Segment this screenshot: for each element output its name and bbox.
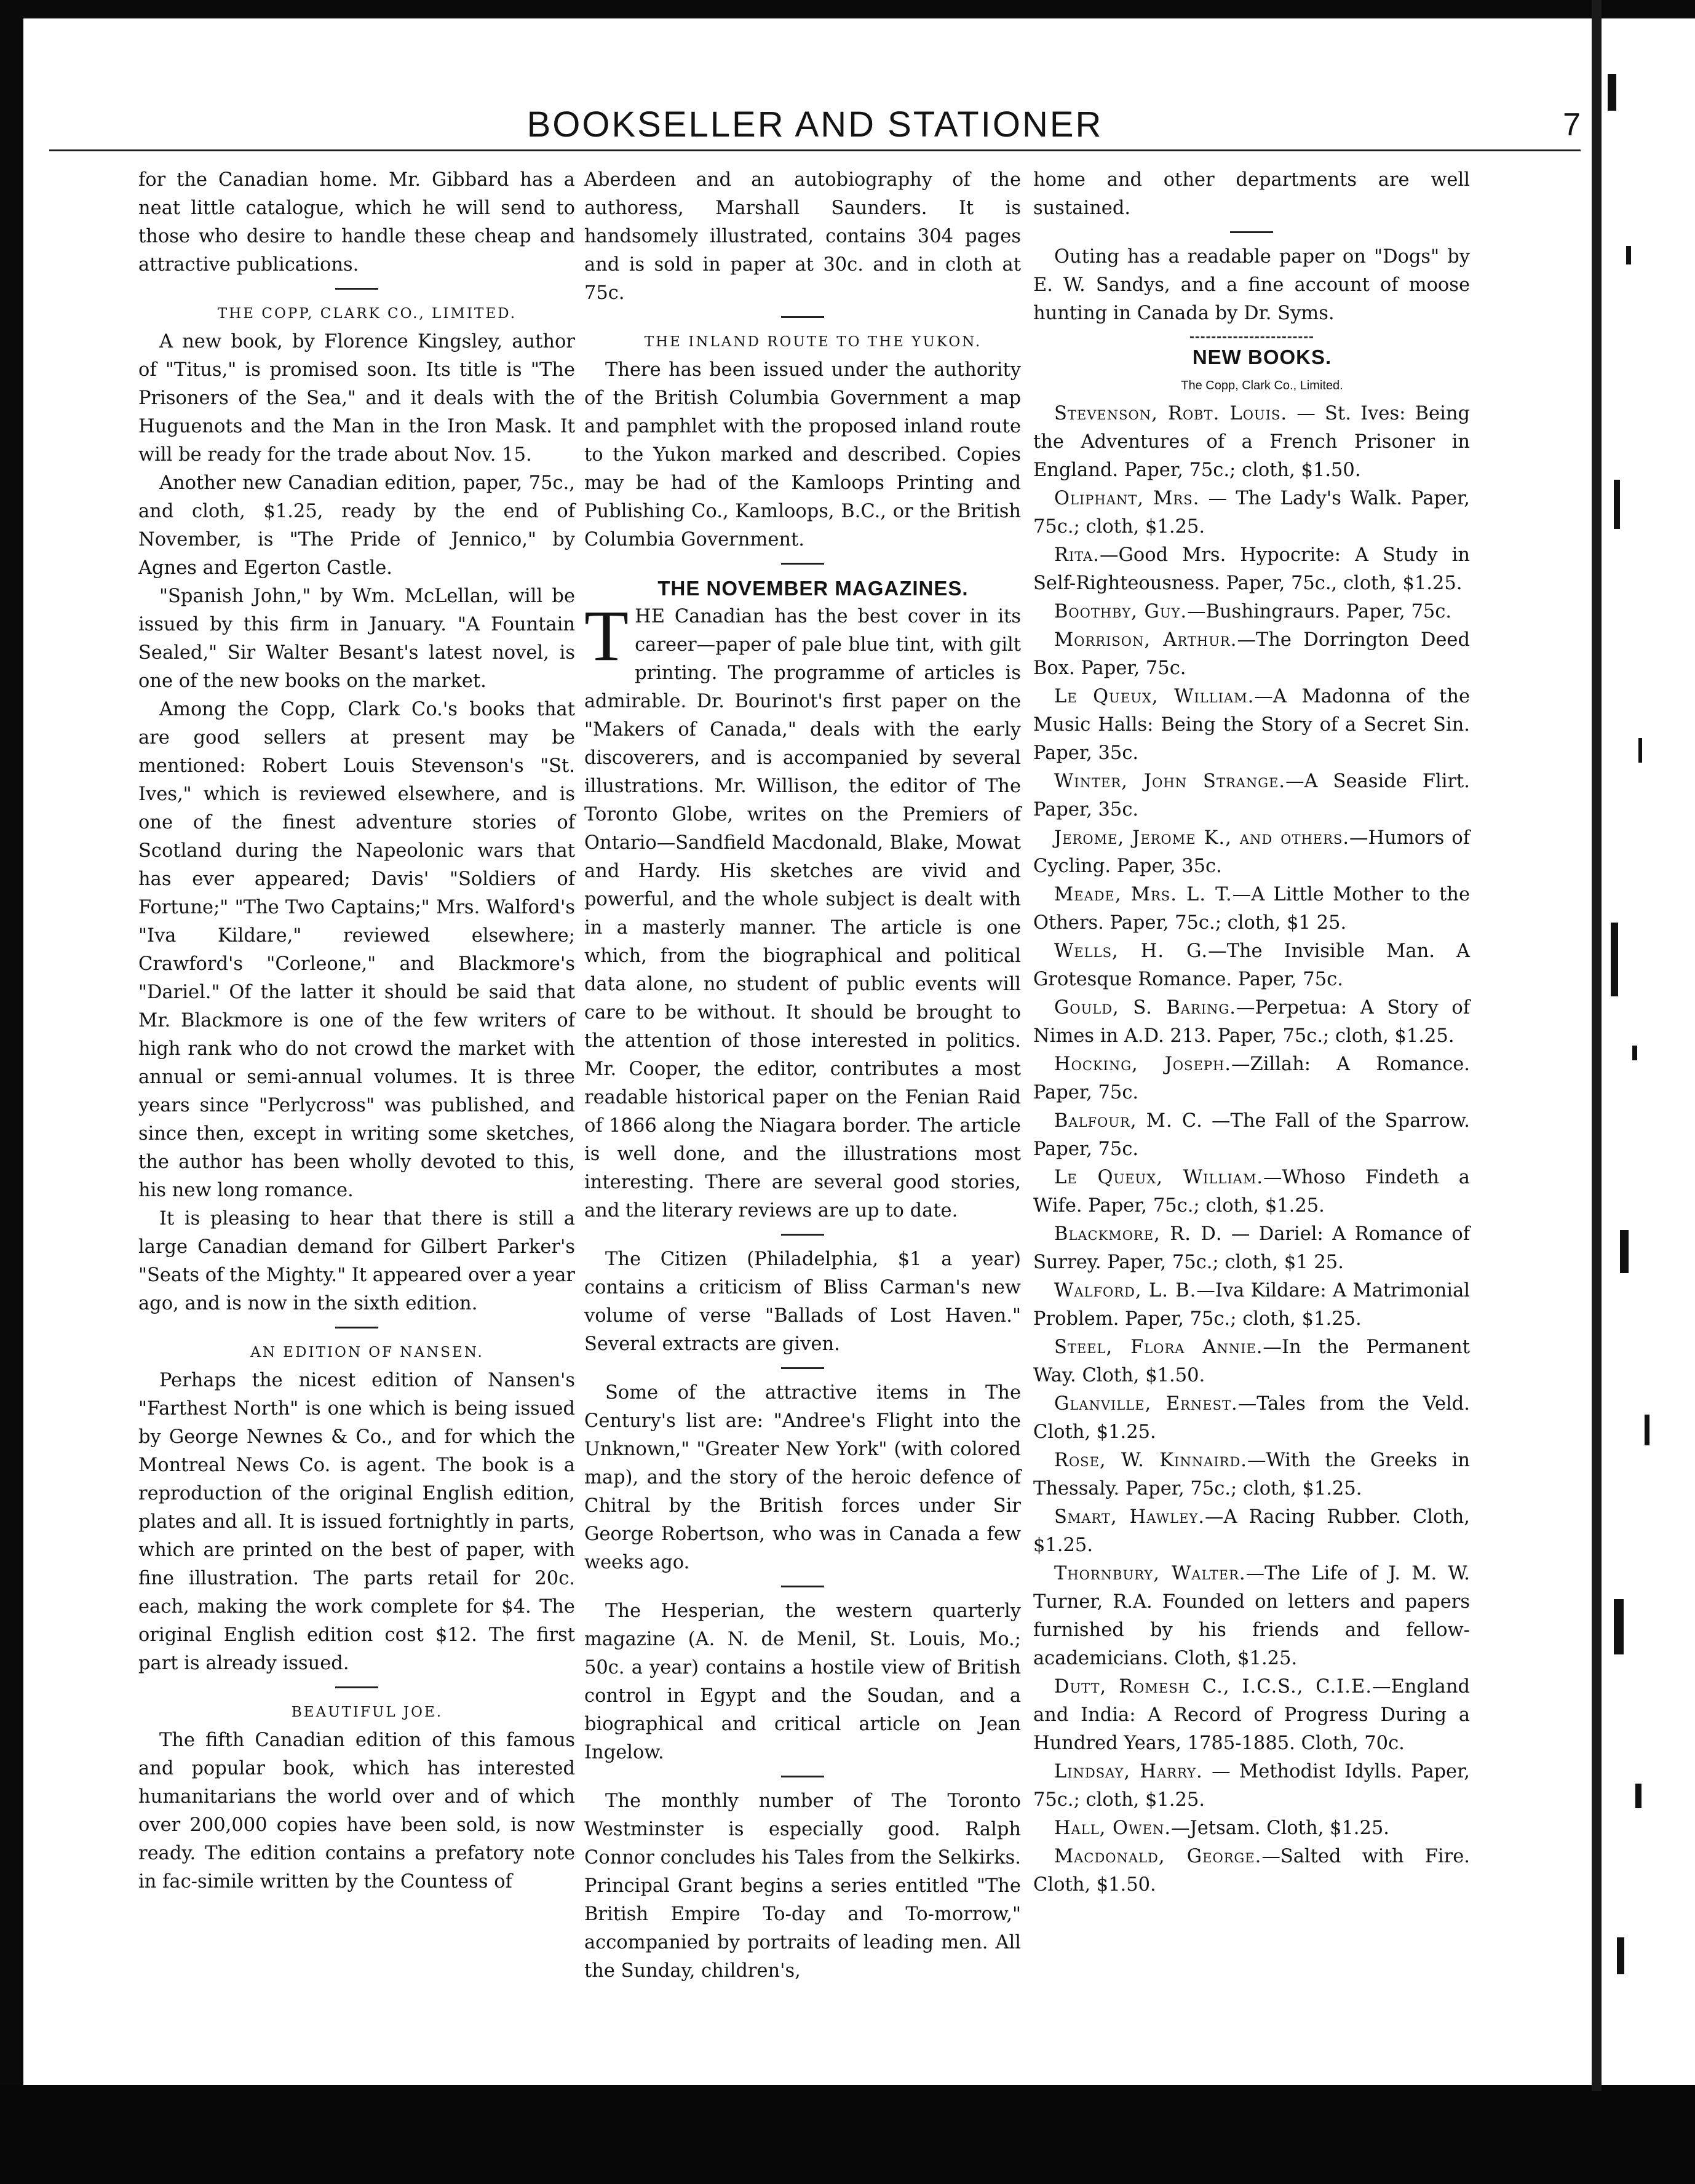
book-author: Stevenson, Robt. Louis. [1054, 403, 1288, 424]
running-head [49, 100, 1581, 156]
paragraph: The fifth Canadian edition of this famous and popular book, which has interested humanitarians the world over and of which over 200,000 copies have been sold, is now ready. The edition contains a prefatory note in fac-simile written by the Countess of [138, 1729, 575, 1892]
subheading-nansen: AN EDITION OF NANSEN. [250, 1344, 484, 1360]
publisher-line: The Copp, Clark Co., Limited. [1181, 379, 1343, 392]
book-details: —Good Mrs. Hypocrite: A Study in Self-Righteousness. Paper, 75c., cloth, $1.25. [1033, 544, 1470, 594]
book-author: Oliphant, Mrs. [1054, 488, 1200, 509]
book-details: —In the Permanent Way. Cloth, $1.50. [1033, 1336, 1470, 1386]
column-2 [584, 166, 1021, 1985]
book-author: Rose, W. Kinnaird. [1054, 1450, 1247, 1471]
book-entry [1033, 937, 1470, 994]
paragraph: A new book, by Florence Kingsley, author of "Titus," is promised soon. Its title is "The Prisoners of the Sea," and it deals with the Huguenots and the Man in the Iron Mask. It will be ready for the trade about Nov. 15. [138, 331, 575, 466]
book-author: Meade, Mrs. L. T. [1054, 884, 1233, 905]
book-list [1033, 400, 1470, 1899]
paragraph: Among the Copp, Clark Co.'s books that are good sellers at present may be mentioned: Robert Louis Stevenson's "St. Ives," which is reviewed elsewhere, and is one of the finest adventure stories of Scotland during the Napeolonic wars that has ever appeared; Davis' "Soldiers of Fortune;" "The Two Captains;" Mrs. Walford's "Iva Kildare," reviewed elsewhere; Crawford's "Corleone," and Blackmore's "Dariel." Of the latter it should be said that Mr. Blackmore is one of the few writers of high rank who do not crowd the market with annual or semi-annual volumes. It is three years since "Perlycross" was published, and since then, except in writing some sketches, the author has been wholly devoted to this, his new long romance. [138, 699, 575, 1201]
book-details: —Perpetua: A Story of Nimes in A.D. 213. Paper, 75c.; cloth, $1.25. [1033, 997, 1470, 1047]
book-author: Morrison, Arthur. [1054, 629, 1237, 651]
book-details: —Humors of Cycling. Paper, 35c. [1033, 827, 1471, 877]
book-details: —A Madonna of the Music Halls: Being the Story of a Secret Sin. Paper, 35c. [1033, 686, 1471, 764]
book-entry [1033, 1447, 1470, 1503]
book-entry [1033, 598, 1470, 626]
dashed-divider [1190, 336, 1313, 338]
header-rule [49, 149, 1581, 151]
paragraph: The monthly number of The Toronto Westminster is especially good. Ralph Connor concludes his Tales from the Selkirks. Principal Grant begins a series entitled "The British Empire To-day and To-morrow," accompanied by portraits of leading men. All the Sunday, children's, [584, 1790, 1022, 1982]
book-details: — St. Ives: Being the Adventures of a French Prisoner in England. Paper, 75c.; cloth, $1.50. [1033, 403, 1470, 481]
paragraph: There has been issued under the authority of the British Columbia Government a map and pamphlet with the proposed inland route to the Yukon marked and described. Copies may be had of the Kamloops Printing and Publishing Co., Kamloops, B.C., or the British Columbia Government. [584, 359, 1021, 550]
book-details: —The Invisible Man. A Grotesque Romance. Paper, 75c. [1033, 940, 1470, 990]
book-details: —A Racing Rubber. Cloth, $1.25. [1033, 1506, 1470, 1556]
book-author: Rita. [1054, 544, 1100, 566]
book-entry [1033, 1390, 1470, 1447]
paragraph: Aberdeen and an autobiography of the authoress, Marshall Saunders. It is handsomely illustrated, contains 304 pages and is sold in paper at 30c. and in cloth at 75c. [584, 169, 1021, 304]
book-details: —Zillah: A Romance. Paper, 75c. [1033, 1054, 1470, 1103]
book-entry [1033, 1220, 1470, 1277]
book-author: Blackmore, R. D. [1054, 1223, 1223, 1245]
heading-new-books: NEW BOOKS. [1192, 346, 1332, 368]
book-entry [1033, 541, 1470, 598]
book-author: Walford, L. B. [1054, 1280, 1197, 1301]
paragraph: It is pleasing to hear that there is still a large Canadian demand for Gilbert Parker's "Seats of the Mighty." It appeared over a year ago, and is now in the sixth edition. [138, 1208, 575, 1314]
book-entry [1033, 1333, 1470, 1390]
paragraph-drop-cap [584, 595, 1021, 1225]
section-divider [781, 1234, 824, 1236]
section-divider [781, 1776, 824, 1777]
book-details: —Bushingraurs. Paper, 75c. [1187, 601, 1452, 622]
scan-edge-noise [1602, 0, 1695, 2085]
book-author: Dutt, Romesh C., I.C.S., C.I.E. [1054, 1676, 1372, 1698]
book-details: —With the Greeks in Thessaly. Paper, 75c.; cloth, $1.25. [1033, 1450, 1470, 1499]
book-entry [1033, 485, 1470, 541]
book-author: Boothby, Guy. [1054, 601, 1188, 622]
page-number: 7 [1563, 107, 1581, 143]
book-author: Steel, Flora Annie. [1054, 1336, 1263, 1358]
book-entry [1033, 1503, 1470, 1560]
paragraph: home and other departments are well sustained. [1033, 169, 1470, 219]
book-details: —Iva Kildare: A Matrimonial Problem. Paper, 75c.; cloth, $1.25. [1033, 1280, 1471, 1330]
book-entry [1033, 626, 1470, 683]
book-author: Thornbury, Walter. [1054, 1563, 1246, 1584]
book-details: —Jetsam. Cloth, $1.25. [1171, 1817, 1389, 1839]
running-title: BOOKSELLER AND STATIONER [526, 105, 1103, 145]
subheading-beautiful-joe: BEAUTIFUL JOE. [291, 1704, 443, 1720]
book-author: Winter, John Strange. [1054, 771, 1286, 792]
section-divider [1230, 231, 1273, 233]
book-details: —Salted with Fire. Cloth, $1.50. [1033, 1846, 1470, 1896]
drop-cap: T [584, 595, 629, 676]
paragraph: Another new Canadian edition, paper, 75c., and cloth, $1.25, ready by the end of November, is "The Pride of Jennico," by Agnes and Egerton Castle. [138, 472, 575, 579]
book-details: —Tales from the Veld. Cloth, $1.25. [1033, 1393, 1470, 1443]
paragraph: The Hesperian, the western quarterly magazine (A. N. de Menil, St. Louis, Mo.; 50c. a year) contains a hostile view of British control in Egypt and the Soudan, and a biographical and critical article on Jean Ingelow. [584, 1600, 1021, 1763]
book-entry [1033, 400, 1470, 485]
section-divider [781, 316, 824, 318]
book-author: Jerome, Jerome K., and others. [1054, 827, 1350, 849]
book-author: Gould, S. Baring. [1054, 997, 1236, 1019]
section-divider [781, 1367, 824, 1369]
book-entry [1033, 1560, 1470, 1673]
book-author: Macdonald, George. [1054, 1846, 1262, 1867]
book-details: —England and India: A Record of Progress During a Hundred Years, 1785-1885. Cloth, 70c. [1033, 1676, 1470, 1754]
book-author: Hocking, Joseph. [1054, 1054, 1232, 1075]
book-author: Le Queux, William. [1054, 686, 1255, 707]
book-author: Smart, Hawley. [1054, 1506, 1205, 1528]
section-divider [335, 1686, 378, 1688]
book-entry [1033, 768, 1470, 824]
book-entry [1033, 994, 1470, 1050]
scan-border-top [0, 0, 1695, 18]
book-entry [1033, 1843, 1470, 1899]
heading-november-magazines: THE NOVEMBER MAGAZINES. [657, 577, 969, 600]
book-entry [1033, 1277, 1470, 1333]
scan-border-bottom [0, 2085, 1695, 2184]
book-entry [1033, 1673, 1470, 1758]
book-details: —The Fall of the Sparrow. Paper, 75c. [1033, 1110, 1470, 1160]
book-entry [1033, 1758, 1470, 1814]
book-entry [1033, 1107, 1470, 1164]
paragraph: for the Canadian home. Mr. Gibbard has a neat little catalogue, which he will send to those who desire to handle these cheap and attractive publications. [138, 169, 575, 276]
book-author: Balfour, M. C. [1054, 1110, 1203, 1132]
subheading-copp-clark: THE COPP, CLARK CO., LIMITED. [217, 306, 517, 322]
paragraph-text: HE Canadian has the best cover in its career—paper of pale blue tint, with gilt printing. The programme of articles is admirable. Dr. Bourinot's first paper on the "Makers of Canada," deals with the early discoverers, and is accompanied by several illustrations. Mr. Willison, the editor of The Toronto Globe, writes on the Premiers of Ontario—Sandfield Macdonald, Blake, Mowat and Hardy. His sketches are vivid and powerful, and the whole subject is dealt with in a masterly manner. The article is one which, from the biographical and political data alone, no student of public events will care to be without. It should be brought to the attention of those interested in politics. Mr. Cooper, the editor, contributes a most readable historical paper on the Fenian Raid of 1866 along the Niagara border. The article is well done, and the illustrations most interesting. There are several good stories, and the literary reviews are up to date. [584, 606, 1021, 1221]
book-details: —The Life of J. M. W. Turner, R.A. Founded on letters and papers furnished by his friends and fellow-academicians. Cloth, $1.25. [1033, 1563, 1471, 1669]
book-entry [1033, 683, 1470, 768]
book-details: —Whoso Findeth a Wife. Paper, 75c.; cloth, $1.25. [1033, 1167, 1470, 1217]
section-divider [781, 563, 824, 565]
book-details: — The Lady's Walk. Paper, 75c.; cloth, $1.25. [1033, 488, 1470, 538]
book-author: Lindsay, Harry. [1054, 1761, 1203, 1782]
book-author: Glanville, Ernest. [1054, 1393, 1238, 1415]
book-author: Wells, H. G. [1054, 940, 1209, 962]
book-entry [1033, 881, 1470, 937]
paragraph: "Spanish John," by Wm. McLellan, will be issued by this firm in January. "A Fountain Sealed," Sir Walter Besant's latest novel, is one of the new books on the market. [138, 586, 575, 692]
book-details: —A Little Mother to the Others. Paper, 75c.; cloth, $1 25. [1033, 884, 1470, 934]
book-entry [1033, 824, 1470, 881]
scan-border-right [1592, 0, 1602, 2091]
section-divider [335, 1327, 378, 1328]
book-details: —A Seaside Flirt. Paper, 35c. [1033, 771, 1471, 820]
book-details: — Dariel: A Romance of Surrey. Paper, 75c.; cloth, $1 25. [1033, 1223, 1470, 1273]
section-divider [781, 1586, 824, 1587]
scan-border-left [0, 0, 23, 2184]
book-entry [1033, 1814, 1470, 1843]
paragraph: Outing has a readable paper on "Dogs" by E. W. Sandys, and a fine account of moose hunting in Canada by Dr. Syms. [1033, 246, 1470, 324]
paragraph: Some of the attractive items in The Century's list are: "Andree's Flight into the Unknown," "Greater New York" (with colored map), and the story of the heroic defence of Chitral by the British forces under Sir George Robertson, who was in Canada a few weeks ago. [584, 1382, 1021, 1573]
paragraph: Perhaps the nicest edition of Nansen's "Farthest North" is one which is being issued by George Newnes & Co., and for which the Montreal News Co. is agent. The book is a reproduction of the original English edition, plates and all. It is issued fortnightly in parts, which are printed on the best of paper, with fine illustration. The parts retail for 20c. each, making the work complete for $4. The original English edition cost $12. The first part is already issued. [138, 1370, 575, 1674]
column-3 [1033, 166, 1470, 1899]
book-details: —The Dorrington Deed Box. Paper, 75c. [1033, 629, 1470, 679]
column-1 [138, 166, 575, 1896]
book-author: Hall, Owen. [1054, 1817, 1172, 1839]
book-entry [1033, 1050, 1470, 1107]
book-entry [1033, 1164, 1470, 1220]
book-author: Le Queux, William. [1054, 1167, 1264, 1188]
paragraph: The Citizen (Philadelphia, $1 a year) contains a criticism of Bliss Carman's new volume of verse "Ballads of Lost Haven." Several extracts are given. [584, 1249, 1021, 1355]
section-divider [335, 288, 378, 290]
book-details: — Methodist Idylls. Paper, 75c.; cloth, $1.25. [1033, 1761, 1470, 1811]
subheading-yukon: THE INLAND ROUTE TO THE YUKON. [644, 334, 982, 350]
